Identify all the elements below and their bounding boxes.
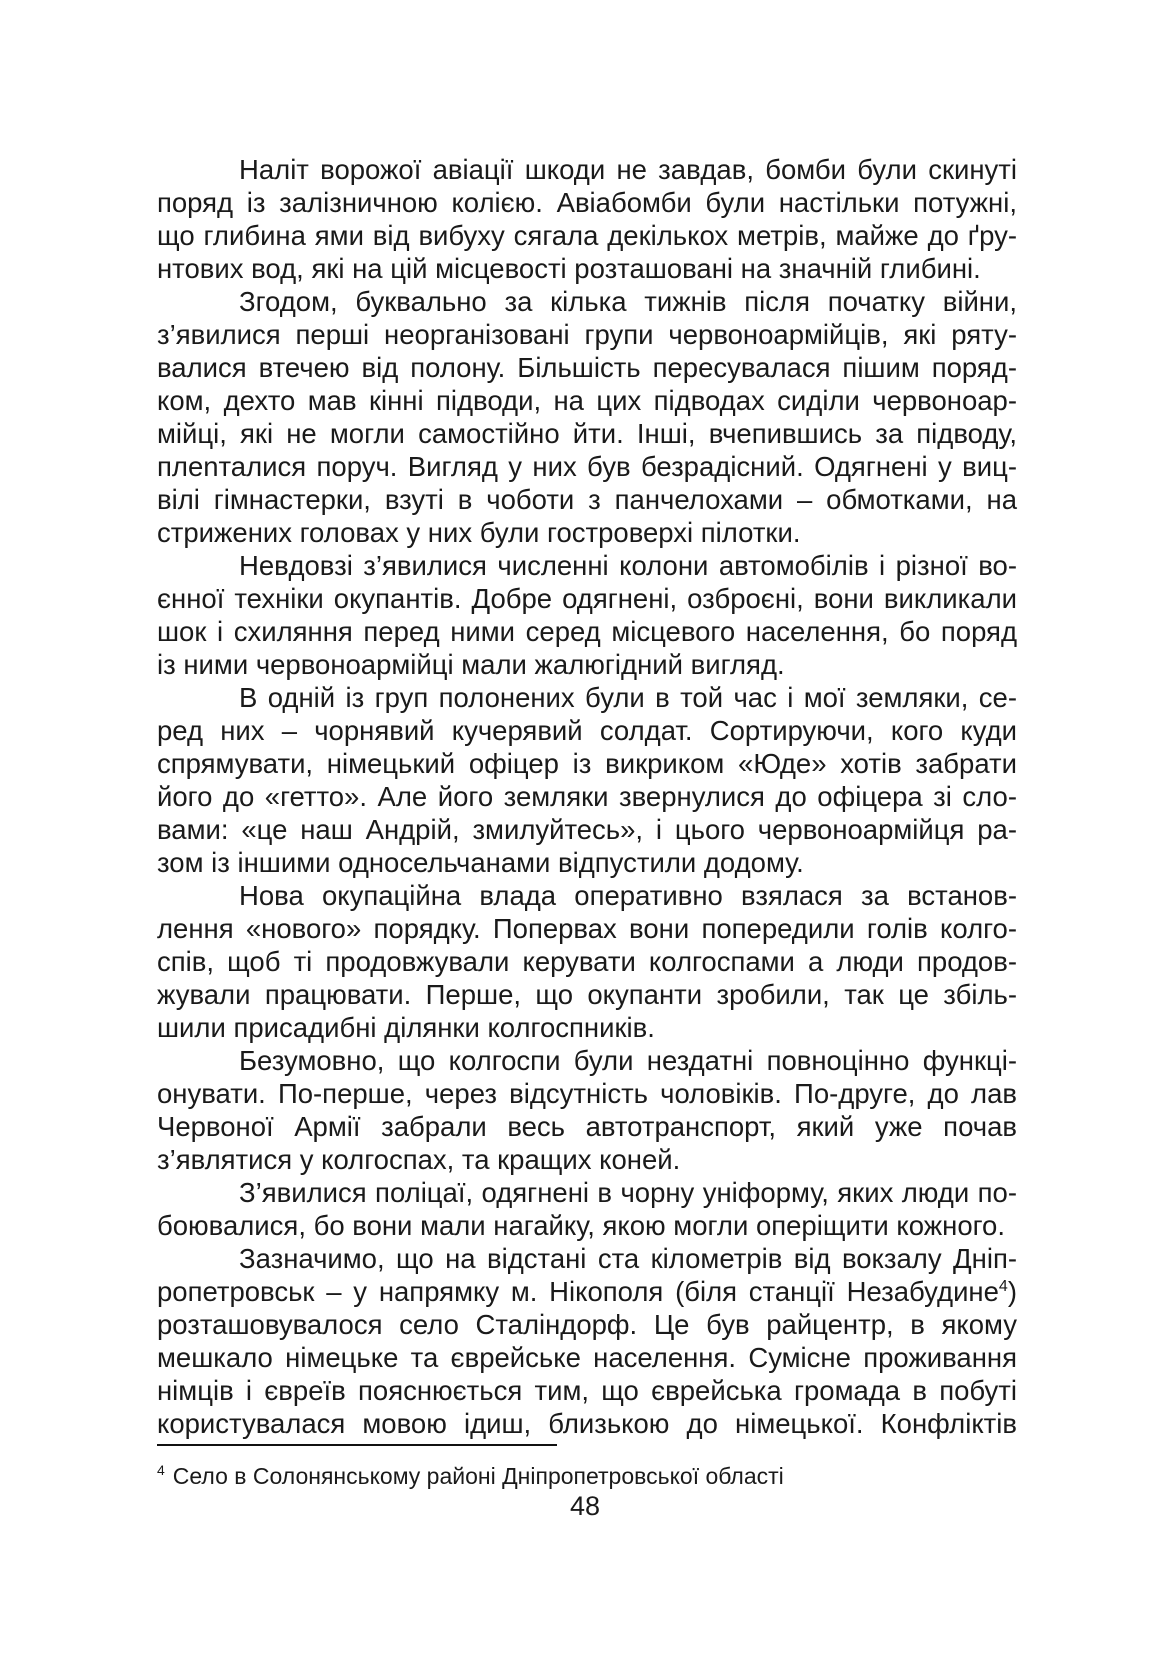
- text-line: з’явилися перші неорганізовані групи червоноармійців, які ряту-: [157, 319, 1017, 350]
- text-line: жували працювати. Перше, що окупанти зробили, так це збіль-: [157, 979, 1017, 1010]
- text-line: німців і євреїв пояснюється тим, що єврейська громада в побуті: [157, 1375, 1017, 1406]
- page-body: [157, 153, 1017, 1440]
- text-line: користувалася мовою ідиш, близькою до німецької. Конфліктів: [157, 1408, 1017, 1439]
- text-line: вілі гімнастерки, взуті в чоботи з панчелохами – обмотками, на: [157, 484, 1017, 515]
- footnote-divider: [157, 1444, 557, 1446]
- footnote: [157, 1462, 1017, 1490]
- text-line: шили присадибні ділянки колгоспників.: [157, 1012, 655, 1043]
- paragraph-2: [157, 285, 1017, 549]
- text-line: мешкало німецьке та єврейське населення. Сумісне проживання: [157, 1342, 1017, 1373]
- text-line: онувати. По-перше, через відсутність чоловіків. По-друге, до лав: [157, 1078, 1017, 1109]
- text-line: З’явилися поліцаї, одягнені в чорну уніформу, яких люди по-: [239, 1177, 1017, 1208]
- text-line: ред них – чорнявий кучерявий солдат. Сортируючи, кого куди: [157, 715, 1017, 746]
- text-line: поряд із залізничною колією. Авіабомби були настільки потужні,: [157, 187, 1017, 218]
- text-line: ком, дехто мав кінні підводи, на цих підводах сиділи червоноар-: [157, 385, 1017, 416]
- text-line: Згодом, буквально за кілька тижнів після початку війни,: [239, 286, 1017, 317]
- paragraph-5: [157, 879, 1017, 1044]
- text-line: розташовувалося село Сталіндорф. Це був райцентр, в якому: [157, 1309, 1017, 1340]
- text-line: єнної техніки окупантів. Добре одягнені, озброєні, вони викликали: [157, 583, 1017, 614]
- text-line: з’являтися у колгоспах, та кращих коней.: [157, 1144, 681, 1175]
- text-line: Червоної Армії забрали весь автотранспорт, який уже почав: [157, 1111, 1017, 1142]
- paragraph-8: [157, 1242, 1017, 1440]
- text-line: нтових вод, які на цій місцевості розташовані на значній глибині.: [157, 253, 981, 284]
- text-line: шок і схиляння перед ними серед місцевого населення, бо поряд: [157, 616, 1017, 647]
- text-line: Нова окупаційна влада оперативно взялася за встанов-: [239, 880, 1017, 911]
- paragraph-4: [157, 681, 1017, 879]
- text-line: В одній із груп полонених були в той час і мої земляки, се-: [239, 682, 1017, 713]
- text-line: спів, щоб ті продовжували керувати колгоспами а люди продов-: [157, 946, 1017, 977]
- text-line-with-footnote-marker: [157, 1275, 1017, 1308]
- paragraph-3: [157, 549, 1017, 681]
- footnote-text: Село в Солонянському районі Дніпропетровської області: [172, 1463, 784, 1489]
- text-line: що глибина ями від вибуху сягала декількох метрів, майже до ґру-: [157, 220, 1017, 251]
- text-line: плenталися поруч. Вигляд у них був безрадісний. Одягнені у виц-: [157, 451, 1017, 482]
- text-line: стрижених головах у них були гостроверхі пілотки.: [157, 517, 801, 548]
- text-line: боювалися, бо вони мали нагайку, якою могли оперіщити кожного.: [157, 1210, 1005, 1241]
- text-line: із ними червоноармійці мали жалюгідний вигляд.: [157, 649, 785, 680]
- text-line: мійці, які не могли самостійно йти. Інші, вчепившись за підводу,: [157, 418, 1017, 449]
- text-line: Наліт ворожої авіації шкоди не завдав, бомби були скинуті: [239, 154, 1017, 185]
- text-line: спрямувати, німецький офіцер із викриком «Юде» хотів забрати: [157, 748, 1017, 779]
- footnote-number: 4: [157, 1462, 165, 1479]
- text-line-segment: ропетровськ – у напрямку м. Нікополя (біля станції Незабудине: [157, 1276, 999, 1307]
- paragraph-7: [157, 1176, 1017, 1242]
- text-line: вами: «це наш Андрій, змилуйтесь», і цього червоноармійця ра-: [157, 814, 1017, 845]
- text-line-segment: ): [1007, 1276, 1017, 1307]
- text-line: Безумовно, що колгоспи були нездатні повноцінно функці-: [239, 1045, 1017, 1076]
- text-line: валися втечею від полону. Більшість пересувалася пішим поряд-: [157, 352, 1017, 383]
- text-line: Невдовзі з’явилися численні колони автомобілів і різної во-: [239, 550, 1017, 581]
- text-line: зом із іншими односельчанами відпустили додому.: [157, 847, 804, 878]
- text-line: Зазначимо, що на відстані ста кілометрів від вокзалу Дніп-: [239, 1243, 1017, 1274]
- text-line: лення «нового» порядку. Поперваx вони попередили голів колго-: [157, 913, 1017, 944]
- footnote-reference: 4: [998, 1277, 1008, 1295]
- page-number: 48: [569, 1491, 601, 1521]
- text-line: його до «гетто». Але його земляки звернулися до офіцера зі сло-: [157, 781, 1017, 812]
- paragraph-1: [157, 153, 1017, 285]
- paragraph-6: [157, 1044, 1017, 1176]
